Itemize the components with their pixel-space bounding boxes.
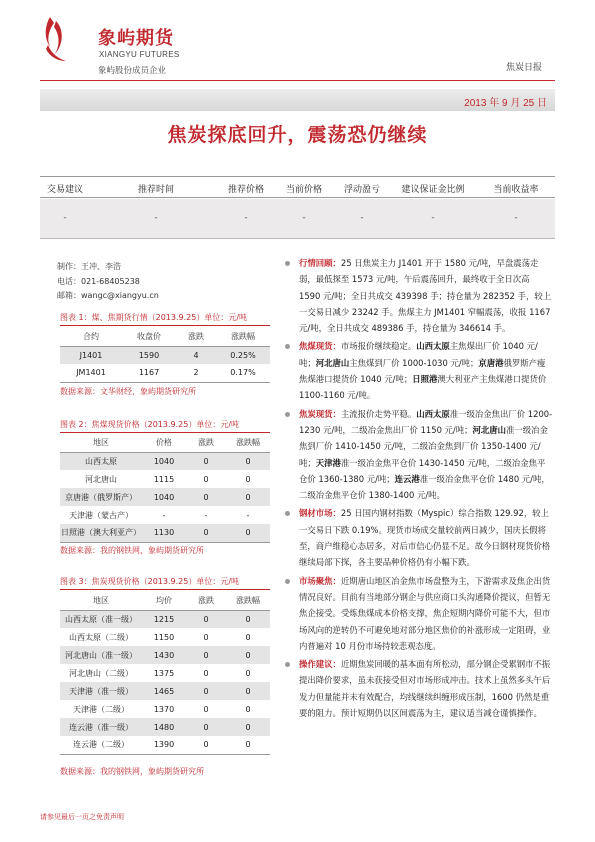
table1-caption: 图表 1：煤、焦期货行情（2013.9.25）单位：元/吨 [60, 313, 248, 322]
table-cell: 0 [186, 682, 226, 700]
section-body: 准一级冶金焦出厂价 1200-1230 元/吨，二级冶金焦出厂价 1150 元/吨； [299, 408, 553, 435]
summary-value: - [244, 213, 248, 223]
table-row [60, 452, 270, 470]
table2-caption: 图表 2：焦煤现货价格（2013.9.25）单位：元/吨 [60, 420, 240, 429]
table-cell: 京唐港（俄罗斯产） [60, 488, 142, 506]
report-title: 焦炭探底回升，震荡恐仍继续 [167, 124, 428, 146]
table-cell: 0 [226, 610, 270, 628]
bullet-icon [285, 261, 290, 266]
bullet-icon [285, 511, 290, 516]
coke-spot [285, 406, 553, 504]
table-row [60, 646, 270, 664]
table-cell: 0 [226, 452, 270, 470]
table-header: 涨跌 [186, 434, 226, 452]
table-cell: 1430 [142, 646, 186, 664]
table-row [60, 610, 270, 628]
section-body: 准一级冶金焦到厂价 1410-1450 元/吨，二级冶金焦到厂价 1350-1400 元/吨； [299, 424, 548, 468]
company-subtitle: 象屿股份成员企业 [98, 66, 167, 76]
section-title: 钢材市场： [299, 508, 341, 519]
summary-header-cell: 浮动盈亏 [343, 185, 381, 195]
table-header: 涨跌幅 [216, 328, 270, 346]
table-header: 地区 [60, 592, 142, 610]
table-cell: 0 [226, 736, 270, 754]
table-cell: 0 [226, 646, 270, 664]
table-cell: 0 [186, 488, 226, 506]
table-cell: 0 [245, 668, 251, 678]
summary-value: - [63, 213, 67, 223]
commentary [285, 255, 553, 723]
table-header: 价格 [142, 434, 186, 452]
section-body: 主流报价走势平稳。 [340, 408, 417, 419]
section-title: 焦炭现货： [299, 408, 341, 419]
table-cell: 1040 [142, 488, 186, 506]
table-cell: - [162, 510, 166, 520]
section-body: 近期唐山地区冶金焦市场盘整为主，下游需求及焦企出货情况良好。目前有当地部分钢企与供应商口头沟通降价提议，但暂无焦企接受。受炼焦煤成本价格支撑，焦企短期内降价可能不大，但市场风向的逆转仍不可避免地对部分地区焦价的补涨形成一定阻碍，业内普遍对 10 月份市场持较悲观态度。 [299, 575, 551, 651]
section-title: 焦煤现货： [299, 341, 341, 352]
region-label: 山西太原 [416, 341, 450, 352]
producer: 制作：王冲、李浩 [57, 262, 121, 271]
table-cell: 0 [203, 474, 209, 484]
summary-header-cell: 推荐时间 [137, 185, 175, 195]
region-label: 京唐港 [478, 357, 504, 368]
table-row [60, 628, 270, 646]
table-cell: 日照港（澳大利亚产） [60, 524, 142, 542]
region-label: 山西太原 [416, 408, 450, 419]
table-cell: 0 [226, 682, 270, 700]
table-row [60, 736, 270, 754]
section-body: 准一级冶金焦平仓价 1480 元/吨，二级冶金焦平仓价 1380-1400 元/吨。 [299, 473, 550, 501]
table-cell: 1130 [142, 524, 186, 542]
region-label: 河北唐山 [472, 424, 507, 435]
summary-header-cell: 建议保证金比例 [401, 185, 465, 195]
company-logo-icon [40, 15, 68, 65]
summary-header [40, 176, 555, 198]
header-divider [40, 80, 555, 81]
table-cell: 河北唐山 [85, 474, 117, 484]
report-date: 2013 年 9 月 25 日 [464, 98, 547, 109]
table-cell: JM1401 [60, 364, 122, 382]
section-body: 澳大利亚产主焦煤港口提货价 1100-1160 元/吨。 [299, 374, 547, 401]
caption-divider [60, 325, 270, 326]
table-header: 涨跌 [176, 328, 216, 346]
author-info [57, 260, 159, 304]
table-row [60, 470, 270, 488]
caption-divider [60, 432, 270, 433]
table-cell: 天津港（蒙古产） [69, 510, 133, 520]
section-title: 行情回顾： [299, 258, 341, 268]
section-body: 俄罗斯产瘦焦煤港口提货价 1040 元/吨； [299, 357, 546, 385]
table-cell: 0 [203, 668, 209, 678]
table-cell: 山西太原（二级） [69, 632, 133, 642]
section-body: 25 日国内钢材指数（Myspic）综合指数 129.92，较上一交易日下跌 0.19%。现货市场成交量较前两日减少，国庆长假将至，商户维稳心态居多，对后市信心仍显不足。故今日钢材现货价格继续局部下探，各主要品种价格仍有小幅下跌。 [299, 508, 551, 568]
table-cell: 1115 [153, 474, 175, 484]
date-bar [40, 89, 555, 111]
region-label: 日照港 [412, 374, 438, 385]
table-row [60, 718, 270, 736]
table-header: 收盘价 [122, 328, 176, 346]
table-row [60, 364, 270, 382]
summary-header-cell: 当前收益率 [493, 185, 539, 195]
table-cell: 河北唐山（准一级） [60, 646, 142, 664]
table-row [60, 682, 270, 700]
summary-value: - [431, 213, 435, 223]
table-cell: 1370 [153, 704, 175, 714]
table-cell: 0 [226, 718, 270, 736]
bullet-icon [285, 412, 290, 417]
summary-header-cell: 交易建议 [46, 185, 84, 195]
table-cell: 0 [186, 718, 226, 736]
table-cell: 1390 [142, 736, 186, 754]
table-row [60, 488, 270, 506]
coking-coal-table [60, 434, 270, 543]
coking-coal-spot [285, 338, 553, 403]
table-cell: 0 [226, 488, 270, 506]
table-cell: 1465 [142, 682, 186, 700]
table-row [60, 506, 270, 524]
summary-value: - [360, 213, 364, 223]
table3-source: 数据来源：我的钢铁网，象屿期货研究所 [60, 767, 204, 776]
table-cell: 0 [186, 452, 226, 470]
section-body: 市场报价继续稳定。 [340, 341, 417, 352]
company-name-cn: 象屿期货 [98, 28, 174, 49]
table-cell: 1375 [153, 668, 175, 678]
futures-table [60, 328, 270, 383]
table-header: 涨跌幅 [226, 434, 270, 452]
table-cell: 天津港（二级） [73, 704, 129, 714]
table-cell: 1167 [122, 364, 176, 382]
table-row [60, 346, 270, 364]
summary-header-cell: 推荐价格 [227, 185, 265, 195]
bullet-icon [285, 579, 290, 584]
table-cell: 连云港（二级） [60, 736, 142, 754]
table-cell: 0.25% [216, 346, 270, 364]
table-cell: 天津港（准一级） [60, 682, 142, 700]
section-title: 市场聚焦： [299, 575, 341, 586]
table-cell: 0 [186, 736, 226, 754]
table-header: 地区 [60, 434, 142, 452]
section-body: 准一级冶金焦平仓价 1430-1450 元/吨，二级冶金焦平仓价 1360-1380 元/吨； [299, 457, 546, 484]
table-row [60, 664, 270, 682]
bullet-icon [285, 662, 290, 667]
table-cell: J1401 [60, 346, 122, 364]
table1-source: 数据来源：文华财经，象屿期货研究所 [60, 387, 196, 396]
table-header: 合约 [60, 328, 122, 346]
table2-source: 数据来源：我的钢铁网，象屿期货研究所 [60, 546, 204, 555]
company-name-en: XIANGYU FUTURES [99, 50, 180, 59]
table-header: 均价 [142, 592, 186, 610]
table-cell: - [204, 510, 208, 520]
trading-advice [285, 656, 553, 721]
table-header: 涨跌 [186, 592, 226, 610]
table-cell: 1215 [142, 610, 186, 628]
summary-value: - [514, 213, 518, 223]
table-cell: 0 [186, 524, 226, 542]
summary-value: - [154, 213, 158, 223]
section-title: 操作建议： [299, 659, 341, 670]
table-cell: 0 [245, 474, 251, 484]
table-cell: 0 [203, 632, 209, 642]
email-link[interactable]: 邮箱：wangc@xiangyu.cn [57, 291, 159, 300]
table-row [60, 524, 270, 542]
table-cell: 山西太原 [60, 452, 142, 470]
table-cell: 1040 [142, 452, 186, 470]
phone: 电话：021-68405238 [57, 276, 140, 286]
region-label: 天津港 [315, 457, 341, 468]
bullet-icon [285, 344, 290, 349]
table-cell: 1150 [153, 632, 175, 642]
table-row [60, 700, 270, 718]
table-cell: 1590 [122, 346, 176, 364]
region-label: 连云港 [394, 473, 420, 484]
summary-row [40, 199, 555, 239]
table-cell: - [246, 510, 250, 520]
market-focus [285, 573, 553, 654]
summary-header-cell: 当前价格 [285, 185, 323, 195]
table-cell: 1480 [142, 718, 186, 736]
summary-value: - [302, 213, 306, 223]
table-cell: 0 [245, 632, 251, 642]
table-cell: 0.17% [216, 364, 270, 382]
caption-divider [60, 589, 270, 590]
table-cell: 2 [176, 364, 216, 382]
section-body: 主焦煤到厂价 1000-1030 元/吨； [349, 357, 479, 368]
coke-table [60, 592, 270, 755]
report-type: 焦炭日报 [505, 63, 542, 73]
table-cell: 0 [186, 646, 226, 664]
table-cell: 0 [186, 610, 226, 628]
market-review [285, 255, 553, 336]
disclaimer-note[interactable]: 请参见最后一页之免责声明 [40, 813, 124, 821]
table-cell: 连云港（准一级） [60, 718, 142, 736]
table-header: 涨跌幅 [226, 592, 270, 610]
table-cell: 山西太原（准一级） [60, 610, 142, 628]
table-cell: 河北唐山（二级） [69, 668, 133, 678]
region-label: 河北唐山 [315, 357, 350, 368]
table-cell: 0 [203, 704, 209, 714]
table-cell: 0 [245, 704, 251, 714]
table3-caption: 图表 3：焦炭现货价格（2013.9.25）单位：元/吨 [60, 577, 240, 586]
table-cell: 4 [176, 346, 216, 364]
table-cell: 0 [226, 524, 270, 542]
section-body: 近期焦炭回暖的基本面有所松动，部分钢企受累钢市不振提出降价要求，虽未获接受但对市场形成冲击。技术上虽然多头午后发力但量能并未有效配合，均线继续纠缠形成压制，1600 仍然是重要的阻力。预计短期仍以区间震荡为主，建议适当减仓谨慎操作。 [299, 659, 551, 719]
section-body: 25 日焦炭主力 J1401 开于 1580 元/吨，早盘震荡走弱，最低探至 1573 元/吨，午后震荡回升，最终收于全日次高 1590 元/吨；全日共成交 439398 手；持仓量为 282352 手，较上一交易日减少 23242 手。焦煤主力 JM1401 窄幅震荡，收报 1167 元/吨，全日共成交 489386 手，持仓量为 346614 手。 [299, 258, 552, 334]
section-body: 主焦煤出厂价 1040 元/吨； [299, 341, 538, 368]
steel-market [285, 505, 553, 570]
